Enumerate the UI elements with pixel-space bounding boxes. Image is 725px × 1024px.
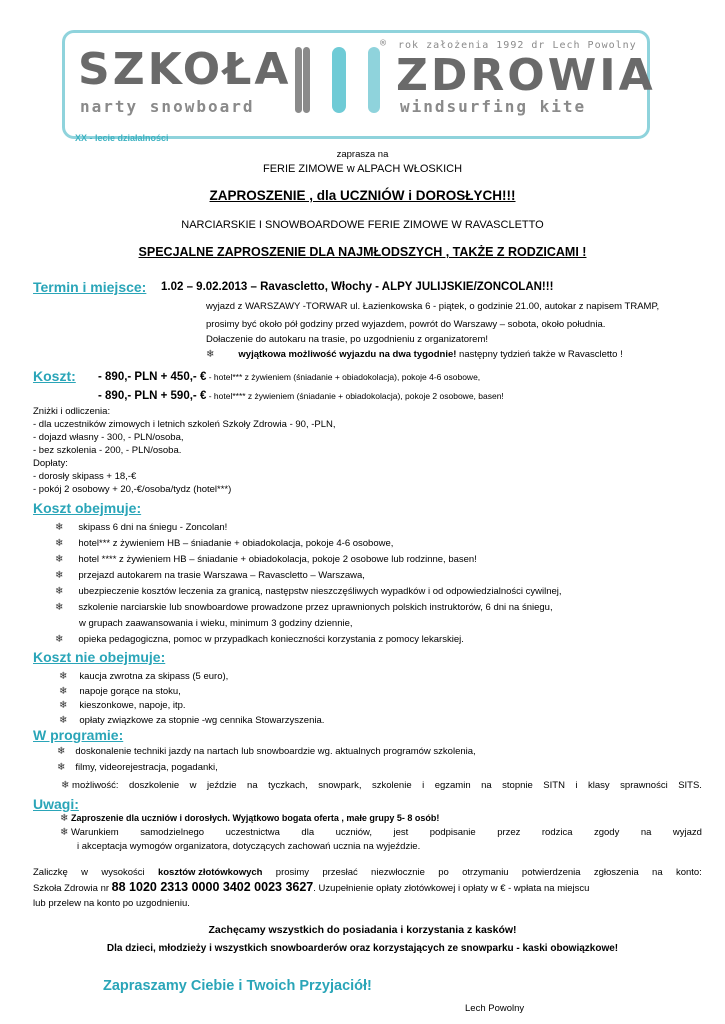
justified-line — [60, 826, 702, 839]
list-item-text: opieka pedagogiczna, pomoc w przypadkach konieczności korzystania z pomocy lekarskiej. — [78, 634, 464, 645]
termin-line-4 — [206, 348, 623, 361]
word: snowpark, — [318, 780, 362, 791]
snowflake-icon: ❄ — [55, 586, 64, 597]
word: w — [189, 780, 197, 791]
termin-place: – Ravascletto, Włochy - ALPY JULIJSKIE/ZONCOLAN!!! — [247, 281, 554, 293]
snowflake-icon: ❄ — [206, 349, 215, 360]
list-item-continuation: w grupach zaawansowania i wieku, minimum 3 godziny dziennie, — [79, 618, 353, 629]
list-item — [55, 521, 562, 537]
list-item-text: kaucja zwrotna za skipass (5 euro), — [79, 671, 229, 682]
ski-logo-icon — [289, 45, 389, 117]
snowflake-icon: ❄ — [55, 554, 64, 565]
word: kosztów złotówkowych — [157, 867, 263, 878]
uwagi-text-1: Zaproszenie dla uczniów i dorosłych. Wyjątkowo bogata oferta , małe grupy 5- 8 osób! — [71, 813, 440, 823]
excludes-label: Koszt nie obejmuje: — [33, 649, 166, 665]
word: klasy — [588, 780, 610, 791]
list-item — [59, 699, 324, 714]
word-text: Warunkiem — [71, 827, 119, 838]
termin-dates: 1.02 – 9.02.2013 — [161, 281, 248, 293]
subheadline: NARCIARSKIE I SNOWBOARDOWE FERIE ZIMOWE W RAVASCLETTO — [181, 219, 544, 231]
word: w — [81, 867, 89, 878]
signature: Lech Powolny — [465, 1003, 525, 1014]
snowflake-icon: ❄ — [60, 813, 69, 824]
snowflake-icon: ❄ — [61, 780, 70, 791]
logo-left-word: SZKOŁA — [78, 44, 292, 95]
list-item-text: hotel **** z żywieniem HB – śniadanie + obiadokolacja, pokoje 2 osobowe lub rodzinne, basen! — [78, 554, 477, 565]
snowflake-icon: ❄ — [55, 634, 64, 645]
word: SITN — [543, 780, 565, 791]
list-item — [55, 633, 562, 649]
list-item-text: szkolenie narciarskie lub snowboardowe prowadzone przez uprawnionych polskich instruktorów, 6 dni na śniegu, — [78, 602, 553, 613]
word: rodzica — [541, 827, 573, 838]
snowflake-icon: ❄ — [57, 746, 66, 757]
list-item — [55, 553, 562, 569]
word: konto: — [675, 867, 702, 878]
uwagi-line-2 — [60, 826, 702, 839]
snowflake-icon: ❄ — [55, 538, 64, 549]
founded-text: rok założenia 1992 dr Lech Powolny — [398, 40, 637, 51]
word: otrzymaniu — [462, 867, 509, 878]
word: przez — [497, 827, 521, 838]
price-2: - 890,- PLN + 590,- € — [98, 390, 207, 402]
uwagi-label: Uwagi: — [33, 796, 79, 812]
word — [60, 826, 119, 839]
list-item-text: przejazd autokarem na trasie Warszawa – Ravascletto – Warszawa, — [78, 570, 365, 581]
word: sprawności — [620, 780, 668, 791]
headline: ZAPROSZENIE , dla UCZNIÓW i DOROSŁYCH!!! — [209, 188, 516, 203]
word: dla — [301, 827, 315, 838]
discount-line: - dla uczestników zimowych i letnich szkoleń Szkoły Zdrowia - 90, -PLN, — [33, 419, 336, 430]
list-item — [55, 585, 562, 601]
word-text: możliwość: — [72, 780, 119, 791]
special-invite: SPECJALNE ZAPROSZENIE DLA NAJMŁODSZYCH , TAKŻE Z RODZICAMI ! — [138, 245, 587, 259]
program-last-item — [61, 779, 702, 792]
price-2-desc: - hotel**** z żywieniem (śniadanie + obiadokolacja), pokoje 2 osobowe, basen! — [206, 391, 504, 401]
list-item-text: napoje gorące na stoku, — [79, 685, 181, 697]
anniversary-text: XX - lecie działalności — [75, 133, 169, 143]
helmets-mandatory: Dla dzieci, młodzieży i wszystkich snowboarderów oraz korzystających ze snowparku - kaski obowiązkowe! — [106, 943, 619, 954]
list-item — [57, 761, 476, 777]
invites-text: zaprasza na — [336, 149, 389, 160]
price-1: - 890,- PLN + 450,- € — [98, 371, 207, 383]
word: na — [481, 780, 492, 791]
justified-line — [33, 866, 702, 879]
snowflake-icon: ❄ — [59, 714, 68, 726]
uwagi-line-3: i akceptacja wymogów organizatora, dotyczących zachowań ucznia na wyjeździe. — [77, 841, 421, 852]
word: potwierdzenia — [521, 867, 581, 878]
snowflake-icon: ❄ — [55, 602, 64, 613]
logo-right-word: ZDROWIA — [396, 50, 656, 101]
word: tyczkach, — [268, 780, 308, 791]
discount-line: Zniżki i odliczenia: — [33, 406, 111, 417]
word: wysokości — [101, 867, 145, 878]
koszt-label: Koszt: — [33, 368, 76, 384]
price-option-2 — [98, 390, 504, 403]
word: na — [247, 780, 258, 791]
list-item — [59, 685, 324, 700]
word: zgłoszenia — [593, 867, 639, 878]
program-list — [57, 745, 476, 777]
includes-list — [55, 521, 562, 649]
discount-line: - pokój 2 osobowy + 20,-€/osoba/tydz (hotel***) — [33, 484, 232, 495]
snowflake-icon: ❄ — [55, 522, 64, 533]
termin-label: Termin i miejsce: — [33, 279, 147, 295]
termin-line-2: prosimy być około pół godziny przed wyjazdem, powrót do Warszawy – sobota, około południa. — [206, 319, 606, 330]
includes-label: Koszt obejmuje: — [33, 500, 142, 516]
list-item — [57, 745, 476, 761]
price-1-desc: - hotel*** z żywieniem (śniadanie + obiadokolacja), pokoje 4-6 osobowe, — [206, 372, 481, 382]
excludes-list — [59, 670, 324, 728]
logo-right-subtitle: windsurfing kite — [400, 97, 587, 116]
list-item — [55, 569, 562, 585]
list-item — [59, 670, 324, 685]
word: przesłać — [322, 867, 358, 878]
termin-line-3: Dołaczenie do autokaru na trasie, po uzgodnieniu z organizatorem! — [206, 334, 489, 345]
word: jeździe — [206, 780, 237, 791]
justified-line — [61, 779, 702, 792]
snowflake-icon: ❄ — [59, 671, 68, 682]
word: prosimy — [275, 867, 310, 878]
word — [61, 779, 118, 792]
list-item-text: ubezpieczenie kosztów leczenia za granicą, następstw nieszczęśliwych wypadków i od odpowiedzialności cywilnej, — [78, 586, 562, 597]
discount-line: Dopłaty: — [33, 458, 68, 469]
helmets-note: Zachęcamy wszystkich do posiadania i korzystania z kasków! — [208, 924, 517, 936]
closing-invite: Zapraszamy Ciebie i Twoich Przyjaciół! — [103, 978, 372, 994]
word: wyjazd — [672, 827, 702, 838]
word: Zaliczkę — [33, 867, 68, 878]
snowflake-icon: ❄ — [59, 685, 68, 697]
payment-suffix: . Uzupełnienie opłaty złotówkowej i opłaty w € - wpłata na miejscu — [313, 883, 590, 894]
word: samodzielnego — [140, 827, 205, 838]
word: na — [652, 867, 663, 878]
registered-mark: ® — [380, 38, 388, 49]
word: na — [640, 827, 652, 838]
word: jest — [393, 827, 409, 838]
price-option-1 — [98, 371, 480, 384]
list-item-text: opłaty związkowe za stopnie -wg cennika Stowarzyszenia. — [79, 714, 325, 726]
list-item — [55, 601, 562, 617]
list-item-text: kieszonkowe, napoje, itp. — [79, 700, 186, 711]
account-number: 88 1020 2313 0000 3402 0023 3627 — [111, 880, 314, 894]
payment-line-1 — [33, 866, 702, 879]
word: SITS. — [678, 780, 702, 791]
termin-two-weeks: wyjątkowa możliwość wyjazdu na dwa tygodnie! — [238, 349, 457, 360]
word: stopnie — [502, 780, 533, 791]
word: uczestnictwa — [225, 827, 280, 838]
list-item — [55, 537, 562, 553]
discount-line: - dojazd własny - 300, - PLN/osoba, — [33, 432, 184, 443]
word: i — [422, 780, 425, 791]
discount-line: - dorosły skipass + 18,-€ — [33, 471, 137, 482]
list-item-text: doskonalenie techniki jazdy na nartach lub snowboardzie wg. aktualnych programów szkolenia, — [75, 746, 476, 757]
snowflake-icon: ❄ — [59, 700, 68, 711]
discount-line: - bez szkolenia - 200, - PLN/osoba. — [33, 445, 182, 456]
word: uczniów, — [335, 827, 373, 838]
word: po — [438, 867, 449, 878]
list-item — [59, 714, 324, 729]
discounts-block — [33, 405, 336, 496]
word: i — [575, 780, 578, 791]
snowflake-icon: ❄ — [57, 762, 66, 773]
event-title: FERIE ZIMOWE w ALPACH WŁOSKICH — [262, 163, 463, 175]
word: doszkolenie — [128, 780, 180, 791]
payment-line-2 — [33, 880, 589, 894]
list-item-text: skipass 6 dni na śniegu - Zoncolan! — [78, 522, 228, 533]
payment-line-3: lub przelew na konto po uzgodnieniu. — [33, 898, 190, 909]
word: zgody — [593, 827, 620, 838]
word: niezwłocznie — [371, 867, 425, 878]
snowflake-icon: ❄ — [60, 827, 69, 838]
uwagi-line-1 — [60, 812, 439, 825]
termin-line — [161, 281, 553, 293]
list-item-text: hotel*** z żywieniem HB – śniadanie + obiadokolacja, pokoje 4-6 osobowe, — [78, 538, 394, 549]
logo-left-subtitle: narty snowboard — [80, 97, 255, 116]
termin-line-1: wyjazd z WARSZAWY -TORWAR ul. Łazienkowska 6 - piątek, o godzinie 21.00, autokar z napisem TRAMP, — [206, 301, 660, 312]
word: szkolenie — [372, 780, 412, 791]
termin-next-week: następny tydzień także w Ravascletto ! — [456, 349, 623, 360]
payment-prefix: Szkoła Zdrowia nr — [33, 883, 112, 894]
word: egzamin — [434, 780, 471, 791]
snowflake-icon: ❄ — [55, 570, 64, 581]
program-label: W programie: — [33, 727, 124, 743]
word: podpisanie — [429, 827, 476, 838]
list-item-text: filmy, videorejestracja, pogadanki, — [75, 762, 218, 773]
